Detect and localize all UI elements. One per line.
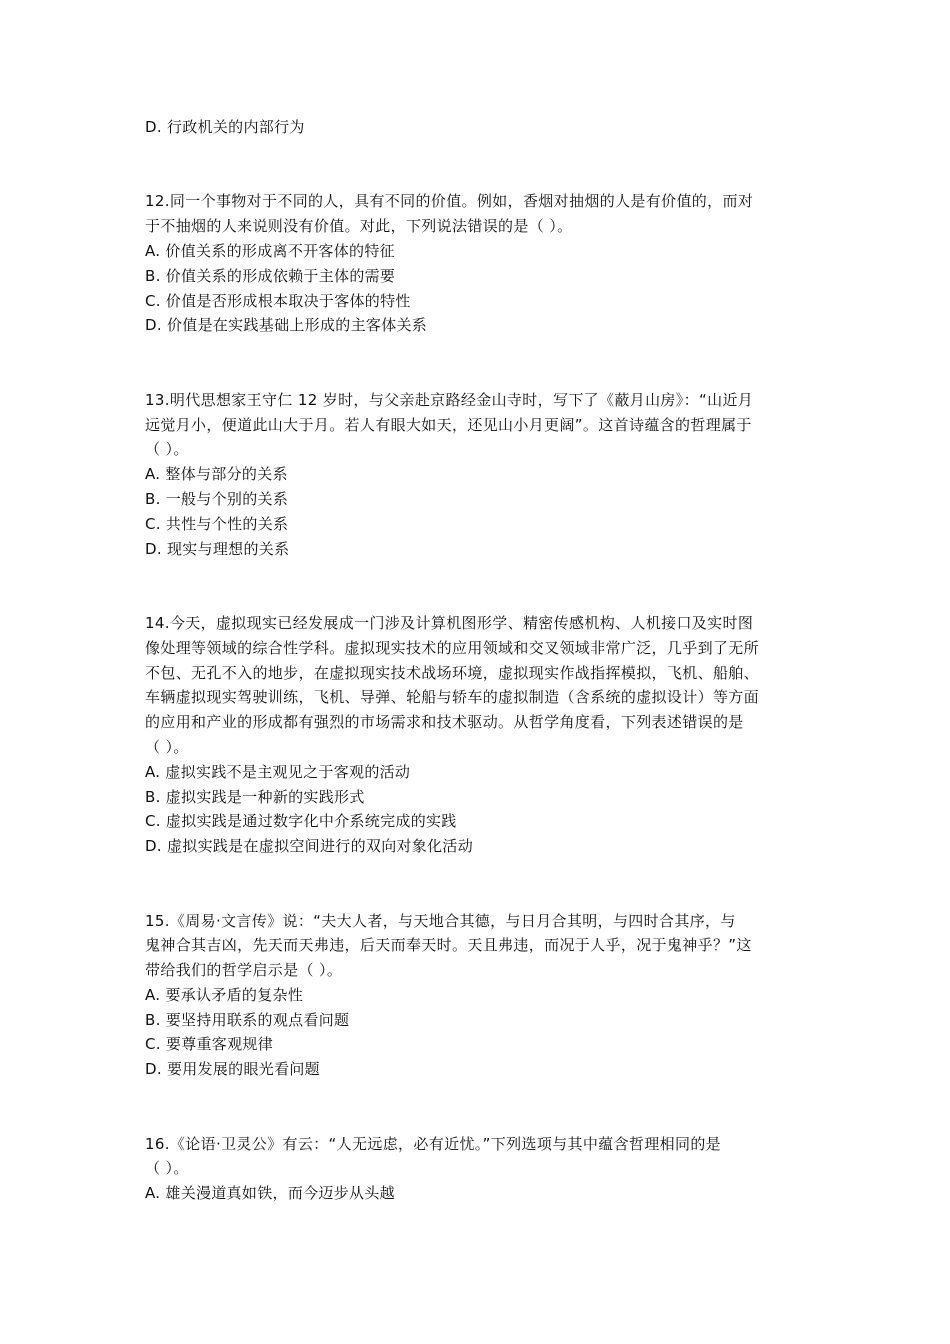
option-d: D. 价值是在实践基础上形成的主客体关系 <box>145 316 428 335</box>
option-a: A. 虚拟实践不是主观见之于客观的活动 <box>145 762 411 781</box>
spacer <box>145 859 810 909</box>
spacer <box>145 338 810 388</box>
document-page <box>145 115 810 1206</box>
option-b: B. 价值关系的形成依赖于主体的需要 <box>145 266 396 285</box>
question-12 <box>145 189 810 338</box>
stem-line: （ ）。 <box>145 737 189 756</box>
stem-line: 远觉月小，便道此山大于月。若人有眼大如天，还见山小月更阔”。这首诗蕴含的哲理属于 <box>145 415 752 434</box>
option-a: A. 整体与部分的关系 <box>145 465 288 484</box>
stem-line: 15.《周易·文言传》说：“夫大人者，与天地合其德，与日月合其明，与四时合其序，与 <box>145 911 736 930</box>
option-c: C. 虚拟实践是通过数字化中介系统完成的实践 <box>145 812 457 831</box>
stem-line: 不包、无孔不入的地步，在虚拟现实技术战场环境，虚拟现实作战指挥模拟，飞机、船舶、 <box>145 663 760 682</box>
stem-line: 于不抽烟的人来说则没有价值。对此，下列说法错误的是（ ）。 <box>145 217 573 236</box>
option-b: B. 要坚持用联系的观点看问题 <box>145 1010 350 1029</box>
stem-line: 车辆虚拟现实驾驶训练，飞机、导弹、轮船与轿车的虚拟制造（含系统的虚拟设计）等方面 <box>145 688 760 707</box>
stem-line: 的应用和产业的形成都有强烈的市场需求和技术驱动。从哲学角度看，下列表述错误的是 <box>145 713 744 732</box>
question-stem <box>145 611 810 760</box>
option-b: B. 一般与个别的关系 <box>145 489 289 508</box>
option-d: D. 现实与理想的关系 <box>145 539 290 558</box>
option-c: C. 要尊重客观规律 <box>145 1035 274 1054</box>
option-d: D. 要用发展的眼光看问题 <box>145 1060 320 1079</box>
stem-line: 13.明代思想家王守仁 12 岁时，与父亲赴京路经金山寺时，写下了《蔽月山房》：“山近月 <box>145 390 754 409</box>
spacer <box>145 561 810 611</box>
option-b: B. 虚拟实践是一种新的实践形式 <box>145 787 365 806</box>
option-a: A. 要承认矛盾的复杂性 <box>145 985 304 1004</box>
option-a: A. 价值关系的形成离不开客体的特征 <box>145 241 395 260</box>
question-stem <box>145 909 810 983</box>
question-13 <box>145 388 810 562</box>
question-16 <box>145 1132 810 1206</box>
stem-line: 鬼神合其吉凶，先天而天弗违，后天而奉天时。天且弗违，而况于人乎，况于鬼神乎？”这 <box>145 936 752 955</box>
option-c: C. 共性与个性的关系 <box>145 514 289 533</box>
option-d: D. 虚拟实践是在虚拟空间进行的双向对象化活动 <box>145 837 473 856</box>
stem-line: （ ）。 <box>145 440 189 459</box>
stem-line: 像处理等领域的综合性学科。虚拟现实技术的应用领域和交叉领域非常广泛，几乎到了无所 <box>145 638 760 657</box>
previous-question-option-d: D. 行政机关的内部行为 <box>145 118 305 136</box>
stem-line: （ ）。 <box>145 1159 189 1178</box>
question-14 <box>145 611 810 859</box>
stem-line: 带给我们的哲学启示是（ ）。 <box>145 961 343 980</box>
question-stem <box>145 1132 810 1182</box>
option-c: C. 价值是否形成根本取决于客体的特性 <box>145 291 411 310</box>
spacer <box>145 1082 810 1132</box>
stem-line: 16.《论语·卫灵公》有云：“人无远虑，必有近忧。”下列选项与其中蕴含哲理相同的是 <box>145 1134 722 1153</box>
question-stem <box>145 189 810 239</box>
question-stem <box>145 388 810 462</box>
stem-line: 12.同一个事物对于不同的人，具有不同的价值。例如，香烟对抽烟的人是有价值的，而对 <box>145 192 754 211</box>
stem-line: 14.今天，虚拟现实已经发展成一门涉及计算机图形学、精密传感机构、人机接口及实时图 <box>145 613 754 632</box>
spacer <box>145 140 810 190</box>
question-15 <box>145 909 810 1083</box>
option-a: A. 雄关漫道真如铁，而今迈步从头越 <box>145 1184 395 1203</box>
